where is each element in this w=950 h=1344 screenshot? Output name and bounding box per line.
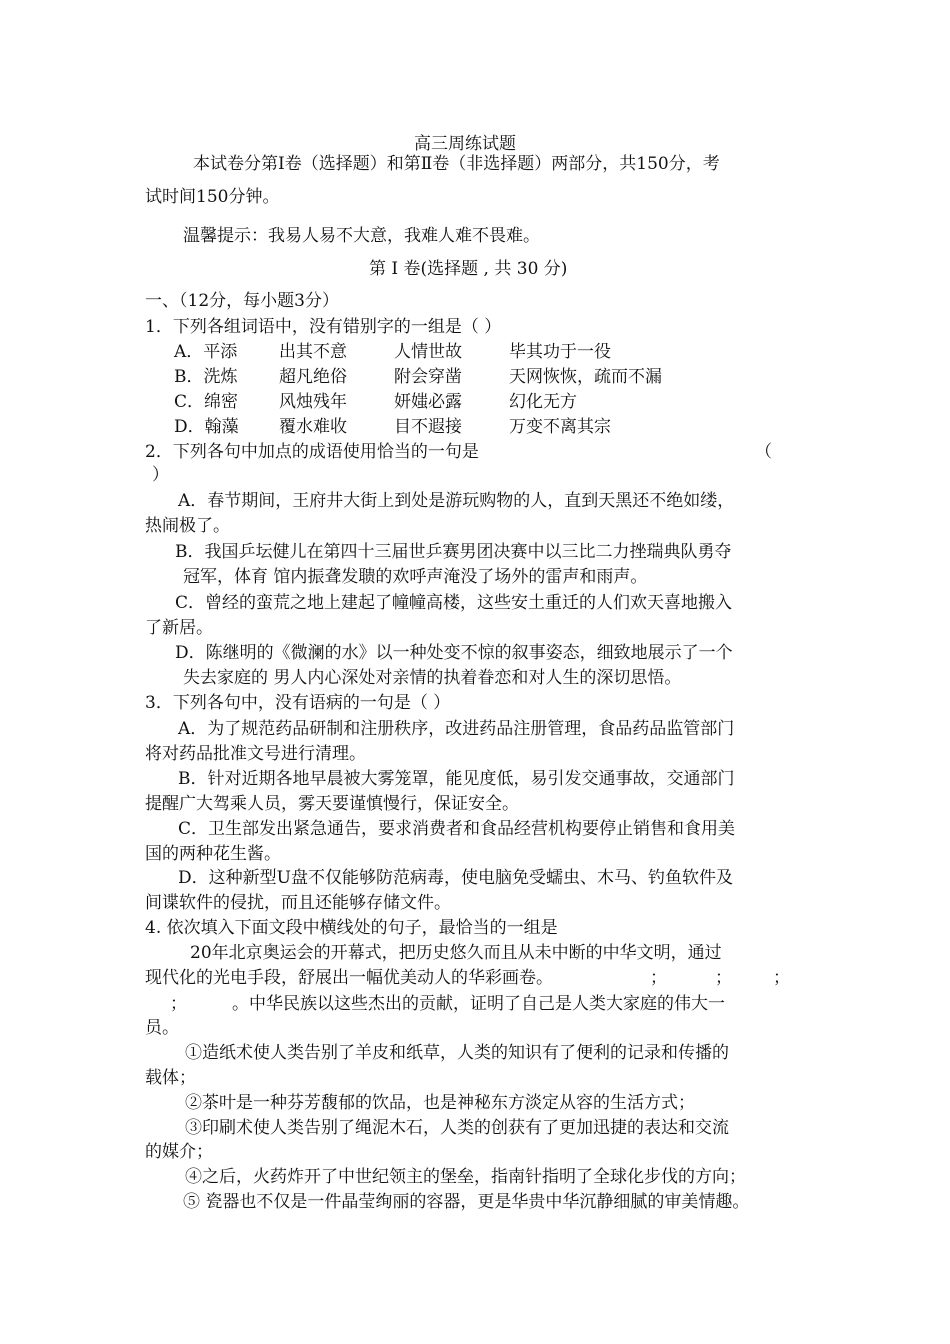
q3-option-d-line2: 间谍软件的侵扰，而且还能够存储文件。 bbox=[145, 893, 451, 913]
intro-line-2: 试时间150分钟。 bbox=[145, 187, 280, 207]
section-heading: 第 Ⅰ 卷(选择题 , 共 30 分) bbox=[369, 259, 568, 279]
q4-item-2: ②茶叶是一种芬芳馥郁的饮品，也是神秘东方淡定从容的生活方式； bbox=[185, 1093, 695, 1113]
q1-option-c-word2: 风烛残年 bbox=[279, 392, 347, 412]
q1-option-a-label: A．平添 bbox=[174, 342, 238, 362]
q3-option-c-line1: C．卫生部发出紧急通告，要求消费者和食品经营机构要停止销售和食用美 bbox=[178, 819, 736, 839]
q3-option-c-line2: 国的两种花生酱。 bbox=[145, 844, 281, 864]
page-title: 高三周练试题 bbox=[414, 134, 516, 154]
q1-stem: 1．下列各组词语中，没有错别字的一组是（ ） bbox=[145, 317, 502, 337]
q4-item-4: ④之后，火药炸开了中世纪领主的堡垒，指南针指明了全球化步伐的方向； bbox=[185, 1167, 746, 1187]
q2-answer-paren-close: ） bbox=[152, 465, 169, 485]
q1-option-c-word4: 幻化无方 bbox=[509, 392, 577, 412]
q3-option-d-line1: D．这种新型U盘不仅能够防范病毒，使电脑免受蠕虫、木马、钓鱼软件及 bbox=[178, 868, 733, 888]
q1-option-d-word4: 万变不离其宗 bbox=[509, 417, 611, 437]
q4-item-3-line2: 的媒介； bbox=[145, 1142, 213, 1162]
q1-option-b-label: B．洗炼 bbox=[174, 367, 238, 387]
q2-answer-paren-open: （ bbox=[755, 442, 772, 462]
q2-stem: 2．下列各句中加点的成语使用恰当的一句是 bbox=[145, 442, 479, 462]
q1-option-d-word3: 目不遐接 bbox=[394, 417, 462, 437]
q3-option-b-line1: B．针对近期各地早晨被大雾笼罩，能见度低，易引发交通事故，交通部门 bbox=[178, 769, 735, 789]
q4-item-3-line1: ③印刷术使人类告别了绳泥木石，人类的创获有了更加迅捷的表达和交流 bbox=[185, 1118, 729, 1138]
q3-option-a-line1: A．为了规范药品研制和注册秩序，改进药品注册管理，食品药品监管部门 bbox=[178, 719, 735, 739]
q1-option-a-word3: 人情世故 bbox=[394, 342, 462, 362]
q4-item-5: ⑤ 瓷器也不仅是一件晶莹绚丽的容器，更是华贵中华沉静细腻的审美情趣。 bbox=[183, 1192, 750, 1212]
q2-option-d-line2: 失去家庭的 男人内心深处对亲情的执着眷恋和对人生的深切思悟。 bbox=[183, 668, 682, 688]
q2-option-b-line2: 冠军，体育 馆内振聋发聩的欢呼声淹没了场外的雷声和雨声。 bbox=[183, 567, 648, 587]
q2-option-c-line2: 了新居。 bbox=[145, 618, 213, 638]
q4-blank-semicolon-4: ； bbox=[170, 994, 187, 1014]
q3-option-a-line2: 将对药品批准文号进行清理。 bbox=[145, 744, 366, 764]
q2-option-a-line2: 热闹极了。 bbox=[145, 516, 230, 536]
q1-option-b-word4: 天网恢恢，疏而不漏 bbox=[509, 367, 662, 387]
q4-item-1-line2: 载体； bbox=[145, 1068, 196, 1088]
q1-option-d-label: D．翰藻 bbox=[174, 417, 239, 437]
q3-option-b-line2: 提醒广大驾乘人员，雾天要谨慎慢行，保证安全。 bbox=[145, 794, 519, 814]
q1-option-d-word2: 覆水难收 bbox=[279, 417, 347, 437]
q4-item-1-line1: ①造纸术使人类告别了羊皮和纸草，人类的知识有了便利的记录和传播的 bbox=[185, 1043, 729, 1063]
q1-option-a-word4: 毕其功于一役 bbox=[509, 342, 611, 362]
q1-option-c-label: C．绵密 bbox=[174, 392, 239, 412]
q4-passage-line1: 20年北京奥运会的开幕式，把历史悠久而且从未中断的中华文明，通过 bbox=[190, 943, 722, 963]
q2-option-b-line1: B．我国乒坛健儿在第四十三届世乒赛男团决赛中以三比二力挫瑞典队勇夺 bbox=[175, 542, 732, 562]
q4-blank-semicolon-2: ； bbox=[715, 968, 732, 988]
q2-option-c-line1: C．曾经的蛮荒之地上建起了幢幢高楼，这些安土重迁的人们欢天喜地搬入 bbox=[175, 593, 733, 613]
q3-stem: 3．下列各句中，没有语病的一句是（ ） bbox=[145, 693, 451, 713]
q4-passage-line2: 现代化的光电手段，舒展出一幅优美动人的华彩画卷。 bbox=[145, 968, 553, 988]
q1-option-a-word2: 出其不意 bbox=[279, 342, 347, 362]
intro-line-1: 本试卷分第Ⅰ卷（选择题）和第Ⅱ卷（非选择题）两部分，共150分，考 bbox=[193, 154, 720, 174]
q1-option-c-word3: 妍媸必露 bbox=[394, 392, 462, 412]
q4-passage-line3: 。中华民族以这些杰出的贡献，证明了自己是人类大家庭的伟大一 bbox=[232, 994, 725, 1014]
q1-option-b-word2: 超凡绝俗 bbox=[279, 367, 347, 387]
part-one-heading: 一、（12分，每小题3分） bbox=[145, 291, 339, 311]
q4-blank-semicolon-3: ； bbox=[773, 968, 790, 988]
q4-blank-semicolon-1: ； bbox=[650, 968, 667, 988]
q2-option-d-line1: D．陈继明的《微澜的水》以一种处变不惊的叙事姿态，细致地展示了一个 bbox=[175, 643, 733, 663]
q4-passage-line4: 员。 bbox=[145, 1018, 179, 1038]
q2-option-a-line1: A．春节期间，王府井大街上到处是游玩购物的人，直到天黑还不绝如缕， bbox=[178, 491, 735, 511]
q1-option-b-word3: 附会穿凿 bbox=[394, 367, 462, 387]
q4-stem: 4. 依次填入下面文段中横线处的句子，最恰当的一组是 bbox=[145, 918, 558, 938]
tip-text: 温馨提示：我易人易不大意，我难人难不畏难。 bbox=[183, 226, 540, 246]
